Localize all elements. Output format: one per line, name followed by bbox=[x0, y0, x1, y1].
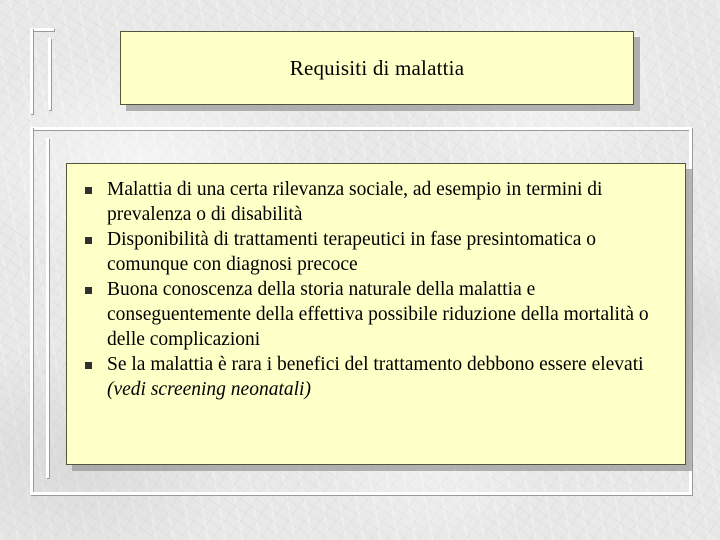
bullet-item bbox=[85, 277, 675, 352]
bullet-text: Malattia di una certa rilevanza sociale, ad esempio in termini di prevalenza o di disabilità bbox=[107, 179, 603, 225]
content-box bbox=[66, 163, 686, 465]
bullet-italic-note: (vedi screening neonatali) bbox=[107, 379, 311, 400]
square-bullet-icon bbox=[85, 287, 92, 294]
frame-body-left bbox=[30, 127, 33, 495]
square-bullet-icon bbox=[85, 237, 92, 244]
slide-title: Requisiti di malattia bbox=[289, 55, 465, 80]
frame-top-left-horizontal bbox=[30, 28, 54, 31]
bullet-text: Se la malattia è rara i benefici del trattamento debbono essere elevati bbox=[107, 354, 649, 375]
square-bullet-icon bbox=[85, 187, 92, 194]
bullet-item bbox=[85, 227, 675, 277]
frame-top-left-inner-vertical bbox=[48, 38, 51, 110]
bullet-item bbox=[85, 352, 675, 402]
frame-body-left-inner bbox=[46, 138, 49, 478]
frame-top-left-vertical bbox=[30, 28, 33, 114]
frame-body-bottom bbox=[30, 492, 692, 495]
square-bullet-icon bbox=[85, 362, 92, 369]
frame-body-top bbox=[30, 127, 692, 130]
bullet-list bbox=[85, 177, 675, 402]
bullet-text: Disponibilità di trattamenti terapeutici in fase presintomatica o comunque con diagnosi precoce bbox=[107, 229, 596, 275]
title-box bbox=[120, 31, 634, 105]
frame-body-right bbox=[689, 127, 692, 495]
bullet-text: Buona conoscenza della storia naturale della malattia e conseguentemente della effettiva possibile riduzione della mortalità o delle complicazioni bbox=[107, 279, 649, 350]
bullet-item bbox=[85, 177, 675, 227]
